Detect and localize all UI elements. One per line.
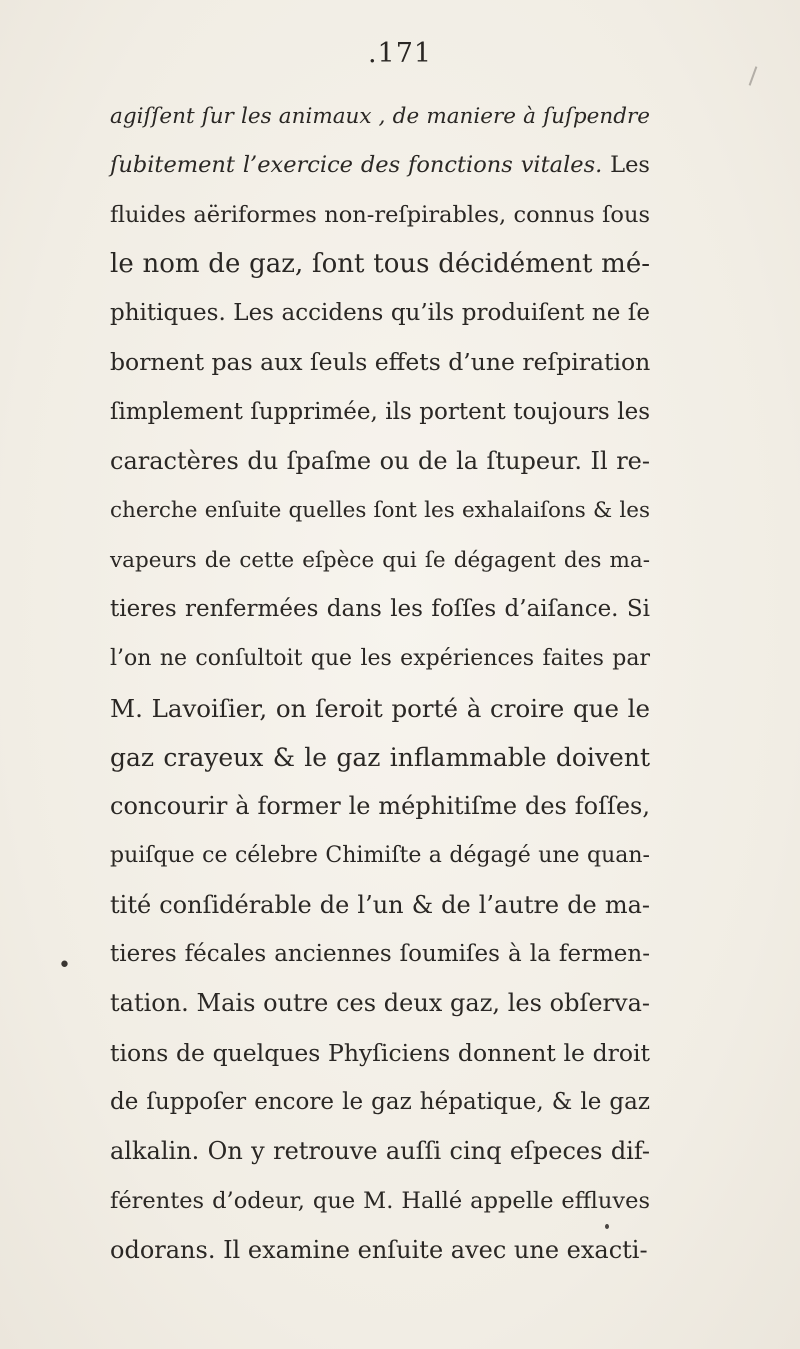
text-line: tation. Mais outre ces deux gaz, les obſerva- bbox=[110, 989, 650, 1018]
text-line: le nom de gaz, ſont tous décidément mé- bbox=[110, 248, 650, 279]
text-line: cherche enſuite quelles ſont les exhalaiſons & les bbox=[110, 498, 650, 524]
page-number: .171 bbox=[367, 38, 433, 69]
text-line: tieres fécales anciennes ſoumiſes à la fermen- bbox=[110, 941, 650, 968]
text-line: gaz crayeux & le gaz inflammable doivent bbox=[110, 742, 650, 772]
text-line: tieres renfermées dans les foſſes d’aiſance. Si bbox=[110, 595, 650, 622]
text-line: de ſuppoſer encore le gaz hépatique, & le gaz bbox=[110, 1088, 650, 1115]
margin-dot: • bbox=[58, 953, 71, 978]
text-line: concourir à former le méphitiſme des foſſes, bbox=[110, 792, 650, 821]
text-line: phitiques. Les accidens qu’ils produiſent ne ſe bbox=[110, 300, 650, 327]
text-line: M. Lavoiſier, on ſeroit porté à croire que le bbox=[110, 693, 650, 723]
text-line: puiſque ce célebre Chimiſte a dégagé une quan- bbox=[110, 843, 650, 869]
text-line: l’on ne conſultoit que les expériences faites par bbox=[110, 646, 650, 672]
text-line: vapeurs de cette eſpèce qui ſe dégagent des ma- bbox=[110, 547, 650, 573]
text-line: odorans. Il examine enſuite avec une exacti- bbox=[110, 1235, 648, 1264]
text-line: ſimplement ſupprimée, ils portent toujours les bbox=[110, 398, 650, 425]
text-line: ſubitement l’exercice des fonctions vitales. Les bbox=[110, 152, 650, 179]
text-line: caractères du ſpaſme ou de la ſtupeur. Il re- bbox=[110, 447, 650, 476]
text-line: férentes d’odeur, que M. Hallé appelle effluves bbox=[110, 1187, 650, 1214]
ink-spot bbox=[605, 1224, 609, 1229]
text-line: tions de quelques Phyſiciens donnent le droit bbox=[110, 1038, 650, 1067]
text-line: alkalin. On y retrouve auſſi cinq eſpeces dif- bbox=[110, 1137, 650, 1166]
text-line: tité conſidérable de l’un & de l’autre de ma- bbox=[110, 890, 650, 919]
italic-phrase: ſubitement l’exercice des fonctions vitales. bbox=[110, 152, 603, 179]
pencil-mark bbox=[749, 66, 758, 85]
text-line: agiſſent ſur les animaux , de maniere à ſuſpendre bbox=[110, 104, 650, 129]
text-line: fluides aëriformes non-reſpirables, connus ſous bbox=[110, 201, 650, 228]
text-line: bornent pas aux ſeuls effets d’une reſpiration bbox=[110, 348, 651, 377]
body-text bbox=[110, 92, 650, 1275]
